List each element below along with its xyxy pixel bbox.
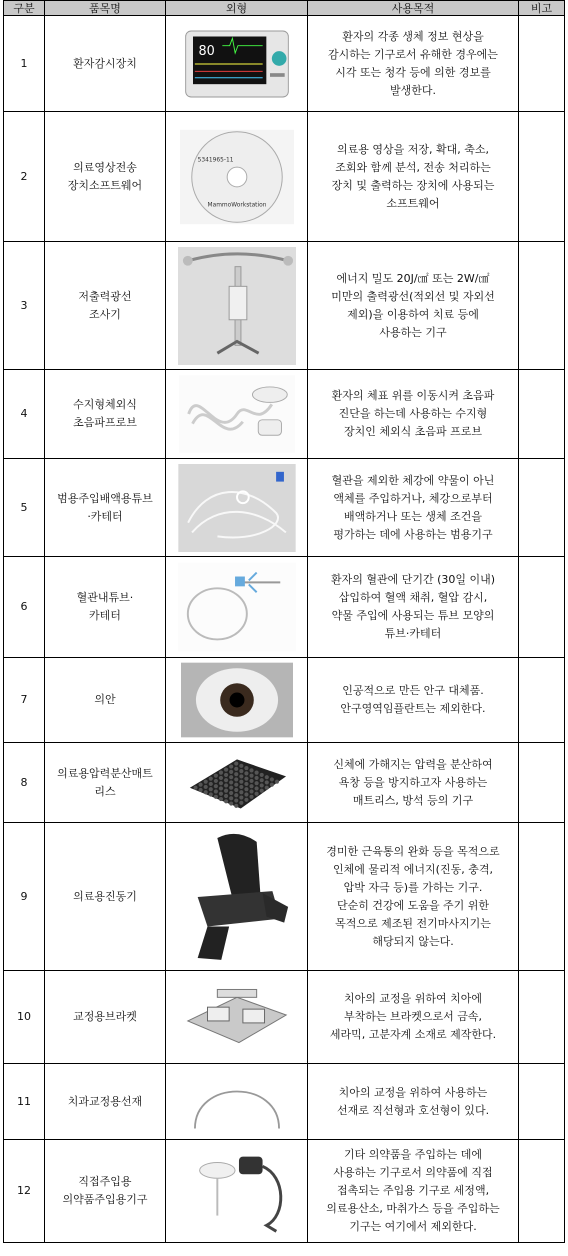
infusion-device-image	[166, 1140, 308, 1243]
item-note	[519, 242, 565, 370]
purpose-line: 조회와 함께 분석, 전송 처리하는	[335, 160, 491, 174]
purpose-line: 접촉되는 주입용 기구로 세정액,	[336, 1184, 490, 1197]
table-row	[4, 743, 565, 823]
purpose-line: 미만의 출력광선(적외선 및 자외선	[331, 289, 495, 303]
header-purpose: 사용목적	[308, 1, 519, 16]
purpose-line: 에너지 밀도 20J/㎠ 또는 2W/㎠	[336, 271, 490, 285]
item-name-line: ·카테터	[87, 509, 123, 523]
purpose-line: 단순히 건강에 도움을 주기 위한	[336, 898, 490, 912]
software-cd-image	[166, 112, 308, 242]
row-number: 9	[4, 823, 45, 971]
table-row	[4, 16, 565, 112]
header-note: 비고	[519, 1, 565, 16]
row-number: 6	[4, 557, 45, 658]
purpose-line: 매트리스, 방석 등의 기구	[352, 793, 474, 807]
item-note	[519, 112, 565, 242]
header-row	[4, 1, 565, 16]
purpose-line: 부착하는 브라켓으로서 금속,	[343, 1010, 482, 1023]
item-name	[45, 459, 166, 557]
header-no: 구분	[4, 1, 45, 16]
massage-chair-image	[166, 823, 308, 971]
purpose-line: 기구는 여기에서 제외한다.	[349, 1220, 477, 1233]
purpose-line: 감시하는 기구로서 유해한 경우에는	[328, 47, 498, 61]
orthodontic-wire-image	[166, 1064, 308, 1140]
item-purpose	[308, 971, 519, 1064]
purpose-line: 해당되지 않는다.	[372, 934, 454, 948]
item-name-line: 범용주입배액용튜브	[57, 491, 153, 505]
item-note	[519, 16, 565, 112]
item-note	[519, 1064, 565, 1140]
item-name-line: 초음파프로브	[73, 416, 137, 429]
purpose-line: 장치인 체외식 초음파 프로브	[343, 425, 482, 438]
purpose-line: 목적으로 제조된 전기마사지기는	[335, 916, 491, 930]
item-name	[45, 971, 166, 1064]
item-name	[45, 16, 166, 112]
item-purpose	[308, 557, 519, 658]
item-name	[45, 823, 166, 971]
purpose-line: 시각 또는 청각 등에 의한 경보를	[335, 65, 491, 79]
item-name-line: 조사기	[89, 307, 121, 321]
row-number: 1	[4, 16, 45, 112]
purpose-line: 세라믹, 고분자계 소재로 제작한다.	[329, 1028, 497, 1041]
item-name	[45, 370, 166, 459]
item-name	[45, 112, 166, 242]
item-name	[45, 1140, 166, 1243]
table-row	[4, 1064, 565, 1140]
item-purpose	[308, 658, 519, 743]
item-name-line: 환자감시장치	[73, 56, 137, 70]
item-purpose	[308, 743, 519, 823]
purpose-line: 발생한다.	[389, 83, 436, 97]
purpose-line: 배액하거나 또는 생체 조건을	[343, 509, 482, 523]
header-name: 품목명	[45, 1, 166, 16]
item-name-line: 장치소프트웨어	[67, 178, 143, 192]
purpose-line: 경미한 근육통의 완화 등을 목적으로	[326, 844, 500, 858]
svg-text:MammoWorkstation: MammoWorkstation	[207, 202, 266, 208]
item-purpose	[308, 1064, 519, 1140]
svg-text:5341965-11: 5341965-11	[197, 156, 234, 163]
purpose-line: 치아의 교정을 위하여 치아에	[343, 992, 482, 1005]
item-name-line: 저출력광선	[78, 289, 132, 303]
purpose-line: 압박 자극 등)를 가하는 기구.	[343, 880, 483, 894]
purpose-line: 치아의 교정을 위하여 사용하는	[338, 1085, 488, 1099]
purpose-line: 인공적으로 만든 안구 대체품.	[342, 684, 484, 697]
table-row	[4, 658, 565, 743]
item-name-line: 의료용압력분산매트	[57, 766, 153, 780]
item-note	[519, 823, 565, 971]
item-name-line: 리스	[94, 784, 116, 798]
table-row	[4, 971, 565, 1064]
item-note	[519, 459, 565, 557]
pressure-mattress-image	[166, 743, 308, 823]
device-table	[3, 0, 565, 1243]
table-row	[4, 459, 565, 557]
purpose-line: 튜브·카테터	[384, 627, 442, 640]
drainage-tube-image	[166, 459, 308, 557]
purpose-line: 평가하는 데에 사용하는 범용기구	[333, 527, 493, 541]
table-row	[4, 1140, 565, 1243]
item-purpose	[308, 16, 519, 112]
item-note	[519, 1140, 565, 1243]
item-purpose	[308, 459, 519, 557]
purpose-line: 환자의 혈관에 단기간 (30일 이내)	[330, 573, 496, 586]
purpose-line: 사용하는 기구	[379, 325, 447, 339]
item-name-line: 카테터	[89, 609, 121, 622]
purpose-line: 기타 의약품을 주입하는 데에	[343, 1148, 482, 1161]
row-number: 8	[4, 743, 45, 823]
item-name-line: 의료영상전송	[73, 160, 137, 174]
item-note	[519, 743, 565, 823]
table-row	[4, 242, 565, 370]
item-name-line: 수지형체외식	[73, 398, 137, 411]
table-row	[4, 370, 565, 459]
item-name-line: 직접주입용	[78, 1175, 132, 1188]
purpose-line: 환자의 각종 생체 정보 현상을	[342, 29, 484, 43]
purpose-line: 장치 및 출력하는 장치에 사용되는	[331, 178, 495, 192]
item-name	[45, 557, 166, 658]
table-row	[4, 557, 565, 658]
purpose-line: 환자의 체표 위를 이동시켜 초음파	[331, 389, 495, 402]
item-note	[519, 971, 565, 1064]
item-purpose	[308, 112, 519, 242]
purpose-line: 선재로 직선형과 호선형이 있다.	[336, 1103, 490, 1117]
purpose-line: 사용하는 기구로서 의약품에 직접	[333, 1166, 493, 1179]
item-purpose	[308, 242, 519, 370]
table-row	[4, 823, 565, 971]
row-number: 2	[4, 112, 45, 242]
row-number: 4	[4, 370, 45, 459]
purpose-line: 약물 주입에 사용되는 튜브 모양의	[331, 609, 495, 622]
item-name	[45, 658, 166, 743]
row-number: 5	[4, 459, 45, 557]
item-note	[519, 658, 565, 743]
purpose-line: 소프트웨어	[386, 196, 440, 210]
purpose-line: 의료용 영상을 저장, 확대, 축소,	[337, 142, 489, 156]
purpose-line: 신체에 가해지는 압력을 분산하여	[333, 757, 493, 771]
purpose-line: 삽입하여 혈액 채취, 혈압 감시,	[338, 591, 488, 604]
table-row	[4, 112, 565, 242]
item-purpose	[308, 823, 519, 971]
patient-monitor-image	[166, 16, 308, 112]
monitor-screen-number: 80	[198, 43, 215, 59]
row-number: 11	[4, 1064, 45, 1140]
item-name-line: 교정용브라켓	[73, 1010, 137, 1023]
item-purpose	[308, 1140, 519, 1243]
header-image: 외형	[166, 1, 308, 16]
light-irradiator-image	[166, 242, 308, 370]
orthodontic-bracket-image	[166, 971, 308, 1064]
item-note	[519, 370, 565, 459]
item-note	[519, 557, 565, 658]
purpose-line: 진단을 하는데 사용하는 수지형	[338, 407, 488, 420]
item-name-line: 의약품주입용기구	[62, 1193, 148, 1206]
item-purpose	[308, 370, 519, 459]
row-number: 7	[4, 658, 45, 743]
item-name	[45, 1064, 166, 1140]
item-name-line: 혈관내튜브·	[76, 591, 134, 604]
item-name-line: 의료용진동기	[73, 889, 137, 903]
artificial-eye-image	[166, 658, 308, 743]
purpose-line: 의료용산소, 마취가스 등을 주입하는	[326, 1202, 500, 1215]
row-number: 3	[4, 242, 45, 370]
item-name-line: 치과교정용선재	[67, 1094, 143, 1108]
ultrasound-probe-image	[166, 370, 308, 459]
item-name-line: 의안	[94, 693, 116, 706]
purpose-line: 안구영역임플란트는 제외한다.	[340, 702, 486, 715]
purpose-line: 인체에 물리적 에너지(진동, 충격,	[333, 862, 493, 876]
item-name	[45, 743, 166, 823]
purpose-line: 혈관을 제외한 체강에 약물이 아닌	[331, 473, 495, 487]
purpose-line: 제외)을 이용하여 치료 등에	[347, 307, 479, 321]
item-name	[45, 242, 166, 370]
purpose-line: 액체를 주입하거나, 체강으로부터	[333, 491, 493, 505]
row-number: 10	[4, 971, 45, 1064]
iv-catheter-image	[166, 557, 308, 658]
row-number: 12	[4, 1140, 45, 1243]
purpose-line: 욕창 등을 방지하고자 사용하는	[338, 775, 488, 789]
